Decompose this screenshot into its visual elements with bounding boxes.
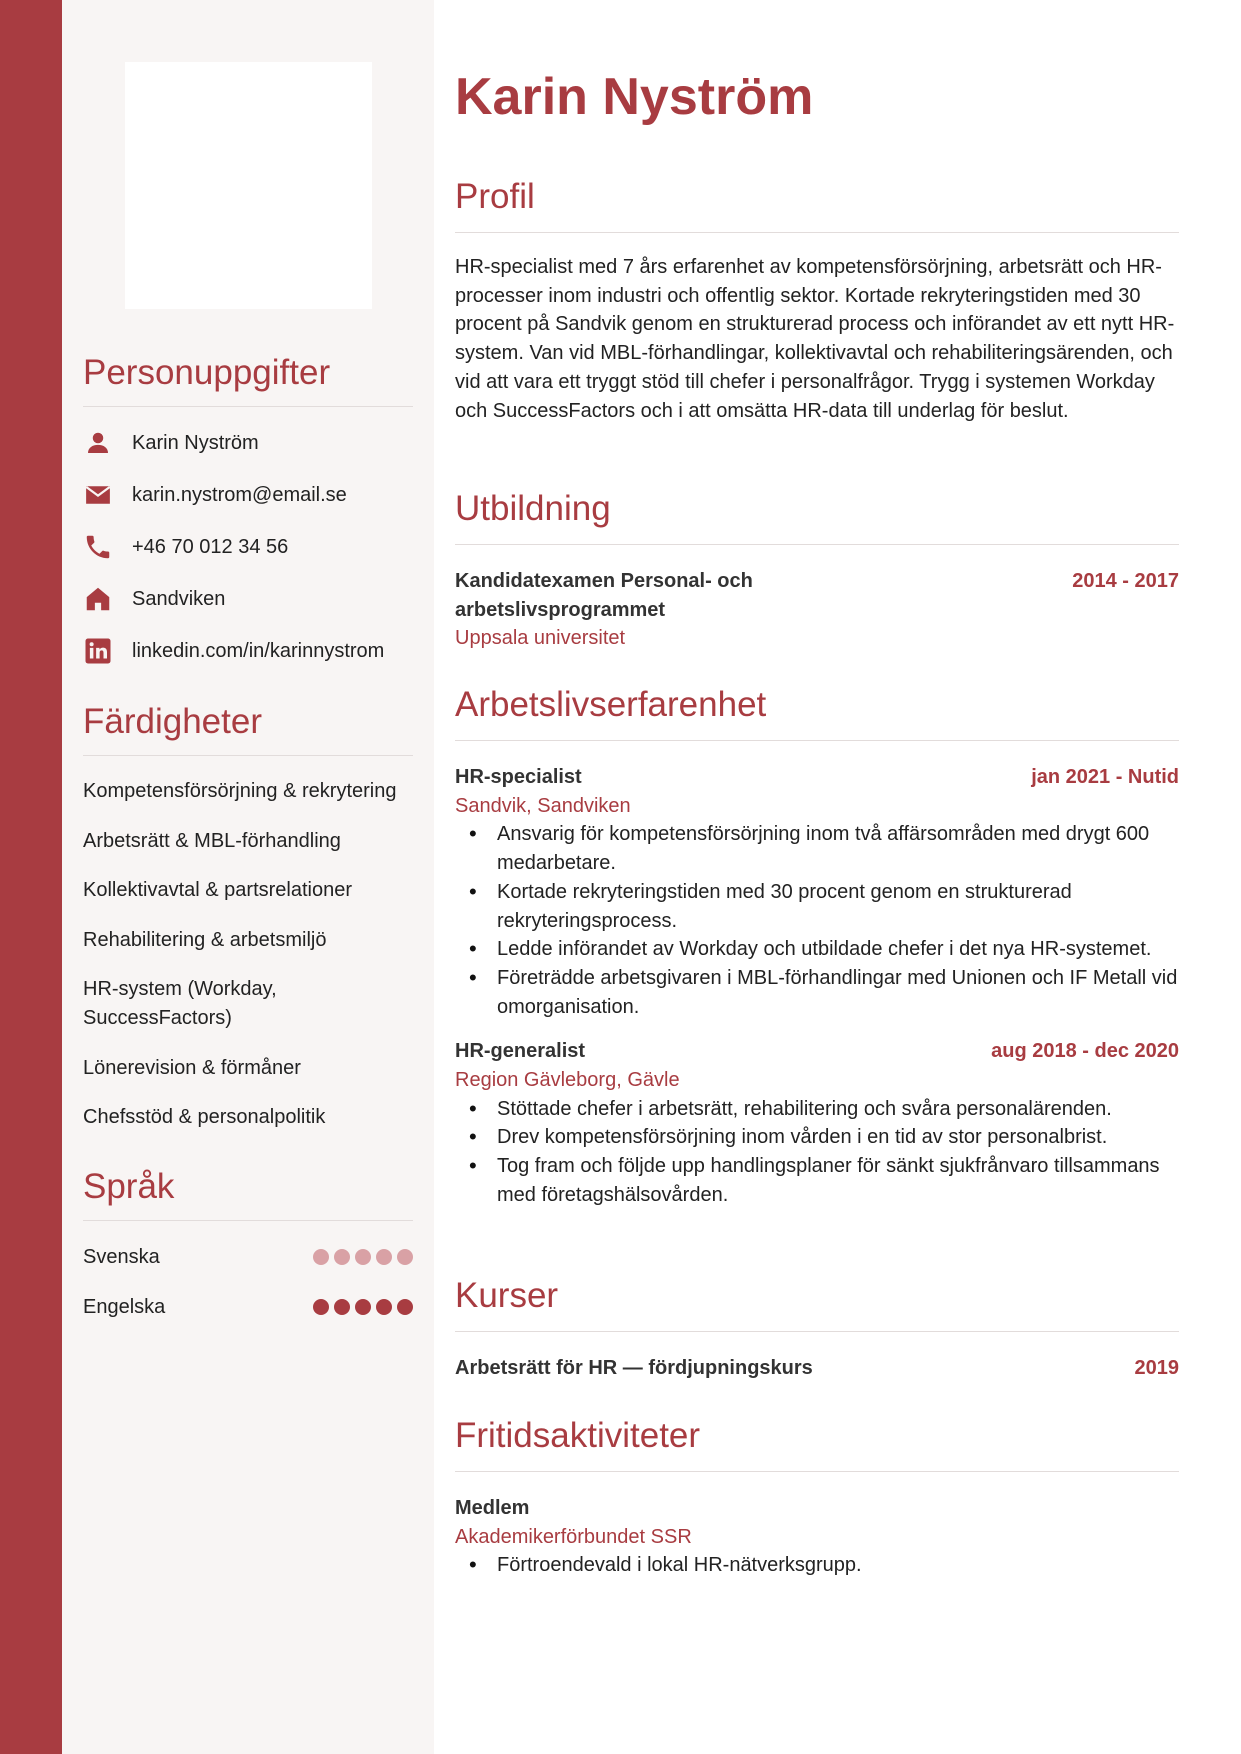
home-icon [83, 584, 115, 614]
experience-entry [455, 763, 1179, 1021]
course-entry [455, 1354, 1179, 1383]
level-dot [313, 1249, 329, 1265]
level-dot [376, 1299, 392, 1315]
bullet-item: • Tog fram och följde upp handlingsplaner för sänkt sjukfrånvaro tillsammans med företagshälsovården. [455, 1152, 1179, 1209]
divider [455, 1331, 1179, 1332]
skills-heading: Färdigheter [83, 702, 262, 741]
personal-heading: Personuppgifter [83, 353, 331, 392]
divider [83, 1220, 413, 1221]
language-name: Engelska [83, 1295, 166, 1318]
contact-linkedin[interactable] [83, 636, 384, 666]
job-bullets [455, 1095, 1179, 1210]
bullet-item: • Förtroendevald i lokal HR-nätverksgrupp. [455, 1551, 1179, 1580]
divider [83, 406, 413, 407]
divider [455, 740, 1179, 741]
leisure-bullets [455, 1551, 1179, 1580]
contact-name [83, 428, 259, 458]
job-title: HR-generalist [455, 1040, 586, 1063]
job-employer: Sandvik, Sandviken [455, 794, 631, 817]
level-dot [397, 1249, 413, 1265]
leisure-title: Medlem [455, 1497, 530, 1519]
sidebar [62, 0, 434, 1754]
job-employer: Region Gävleborg, Gävle [455, 1069, 680, 1092]
language-level [313, 1249, 413, 1265]
contact-phone-text[interactable]: +46 70 012 34 56 [132, 535, 289, 558]
education-school: Uppsala universitet [455, 627, 626, 650]
courses-section [455, 1275, 1179, 1383]
bullet-item: • Drev kompetensförsörjning inom vården i en tid av stor personalbrist. [455, 1123, 1179, 1152]
contact-email-text[interactable]: karin.nystrom@email.se [132, 483, 347, 506]
contact-phone[interactable] [83, 532, 288, 562]
job-bullets [455, 820, 1179, 1021]
profile-section [455, 176, 1179, 425]
candidate-name: Karin Nyström [455, 68, 814, 126]
skills-list [83, 777, 413, 1137]
job-title: HR-specialist [455, 766, 582, 788]
leisure-heading: Fritidsaktiviteter [455, 1416, 701, 1455]
language-level [313, 1299, 413, 1315]
courses-heading: Kurser [455, 1276, 559, 1315]
divider [455, 232, 1179, 233]
language-name: Svenska [83, 1245, 160, 1268]
contact-email[interactable] [83, 480, 347, 510]
experience-section [455, 684, 1179, 1210]
contact-name-text: Karin Nyström [132, 431, 259, 454]
education-section [455, 488, 1179, 653]
level-dot [334, 1249, 350, 1265]
profile-text: HR-specialist med 7 års erfarenhet av kompetensförsörjning, arbetsrätt och HR-processer inom industri och offentlig sektor. Kortade rekryteringstiden med 30 procent på Sandvik genom en strukturerad process och införandet av ett nytt HR-system. Van vid MBL-förhandlingar, kollektivavtal och rehabiliteringsärenden, och vid att vara ett tryggt stöd till chefer i personalfrågor. Trygg i systemen Workday och SuccessFactors och i att omsätta HR-data till underlag för beslut. [455, 256, 1175, 422]
contact-location [83, 584, 225, 614]
languages-heading: Språk [83, 1167, 175, 1206]
skill-item: HR-system (Workday, SuccessFactors) [83, 978, 277, 1029]
language-row [83, 1243, 413, 1271]
profile-photo [125, 62, 372, 309]
course-title: Arbetsrätt för HR — fördjupningskurs [455, 1357, 813, 1379]
skill-item: Kollektivavtal & partsrelationer [83, 879, 353, 901]
phone-icon [83, 532, 115, 562]
skill-item: Kompetensförsörjning & rekrytering [83, 780, 397, 802]
education-title: Kandidatexamen Personal- och arbetslivsprogrammet [455, 570, 753, 621]
level-dot [313, 1299, 329, 1315]
bullet-item: • Kortade rekryteringstiden med 30 procent genom en strukturerad rekryteringsprocess. [455, 878, 1179, 935]
contact-linkedin-text[interactable]: linkedin.com/in/karinnystrom [132, 639, 385, 662]
education-dates: 2014 - 2017 [1072, 570, 1179, 592]
skills-section [83, 701, 413, 756]
languages-list [83, 1243, 413, 1333]
bullet-item: • Ledde införandet av Workday och utbildade chefer i det nya HR-systemet. [455, 935, 1179, 964]
person-icon [83, 428, 115, 458]
personal-section [83, 352, 413, 407]
experience-heading: Arbetslivserfarenhet [455, 685, 767, 724]
education-heading: Utbildning [455, 489, 611, 528]
level-dot [355, 1249, 371, 1265]
level-dot [376, 1249, 392, 1265]
divider [455, 1471, 1179, 1472]
job-dates: aug 2018 - dec 2020 [991, 1040, 1179, 1063]
language-row [83, 1293, 413, 1321]
divider [83, 755, 413, 756]
leisure-entry [455, 1494, 1179, 1580]
skill-item: Lönerevision & förmåner [83, 1057, 301, 1079]
leisure-section [455, 1415, 1179, 1580]
bullet-item: • Företrädde arbetsgivaren i MBL-förhandlingar med Unionen och IF Metall vid omorganisation. [455, 964, 1179, 1021]
education-entry [455, 567, 1179, 653]
profile-heading: Profil [455, 177, 535, 216]
contact-location-text: Sandviken [132, 587, 226, 610]
accent-stripe [0, 0, 62, 1754]
bullet-item: • Ansvarig för kompetensförsörjning inom två affärsområden med drygt 600 medarbetare. [455, 820, 1179, 877]
email-icon [83, 480, 115, 510]
course-date: 2019 [1134, 1357, 1179, 1379]
experience-entry [455, 1037, 1179, 1209]
job-dates: jan 2021 - Nutid [1031, 766, 1179, 788]
skill-item: Arbetsrätt & MBL-förhandling [83, 830, 341, 852]
languages-section [83, 1166, 413, 1221]
level-dot [355, 1299, 371, 1315]
skill-item: Rehabilitering & arbetsmiljö [83, 929, 327, 951]
skill-item: Chefsstöd & personalpolitik [83, 1106, 326, 1128]
bullet-item: • Stöttade chefer i arbetsrätt, rehabilitering och svåra personalärenden. [455, 1095, 1179, 1124]
linkedin-icon [83, 636, 115, 666]
divider [455, 544, 1179, 545]
level-dot [397, 1299, 413, 1315]
leisure-organization: Akademikerförbundet SSR [455, 1525, 692, 1548]
contact-list [83, 428, 413, 688]
level-dot [334, 1299, 350, 1315]
